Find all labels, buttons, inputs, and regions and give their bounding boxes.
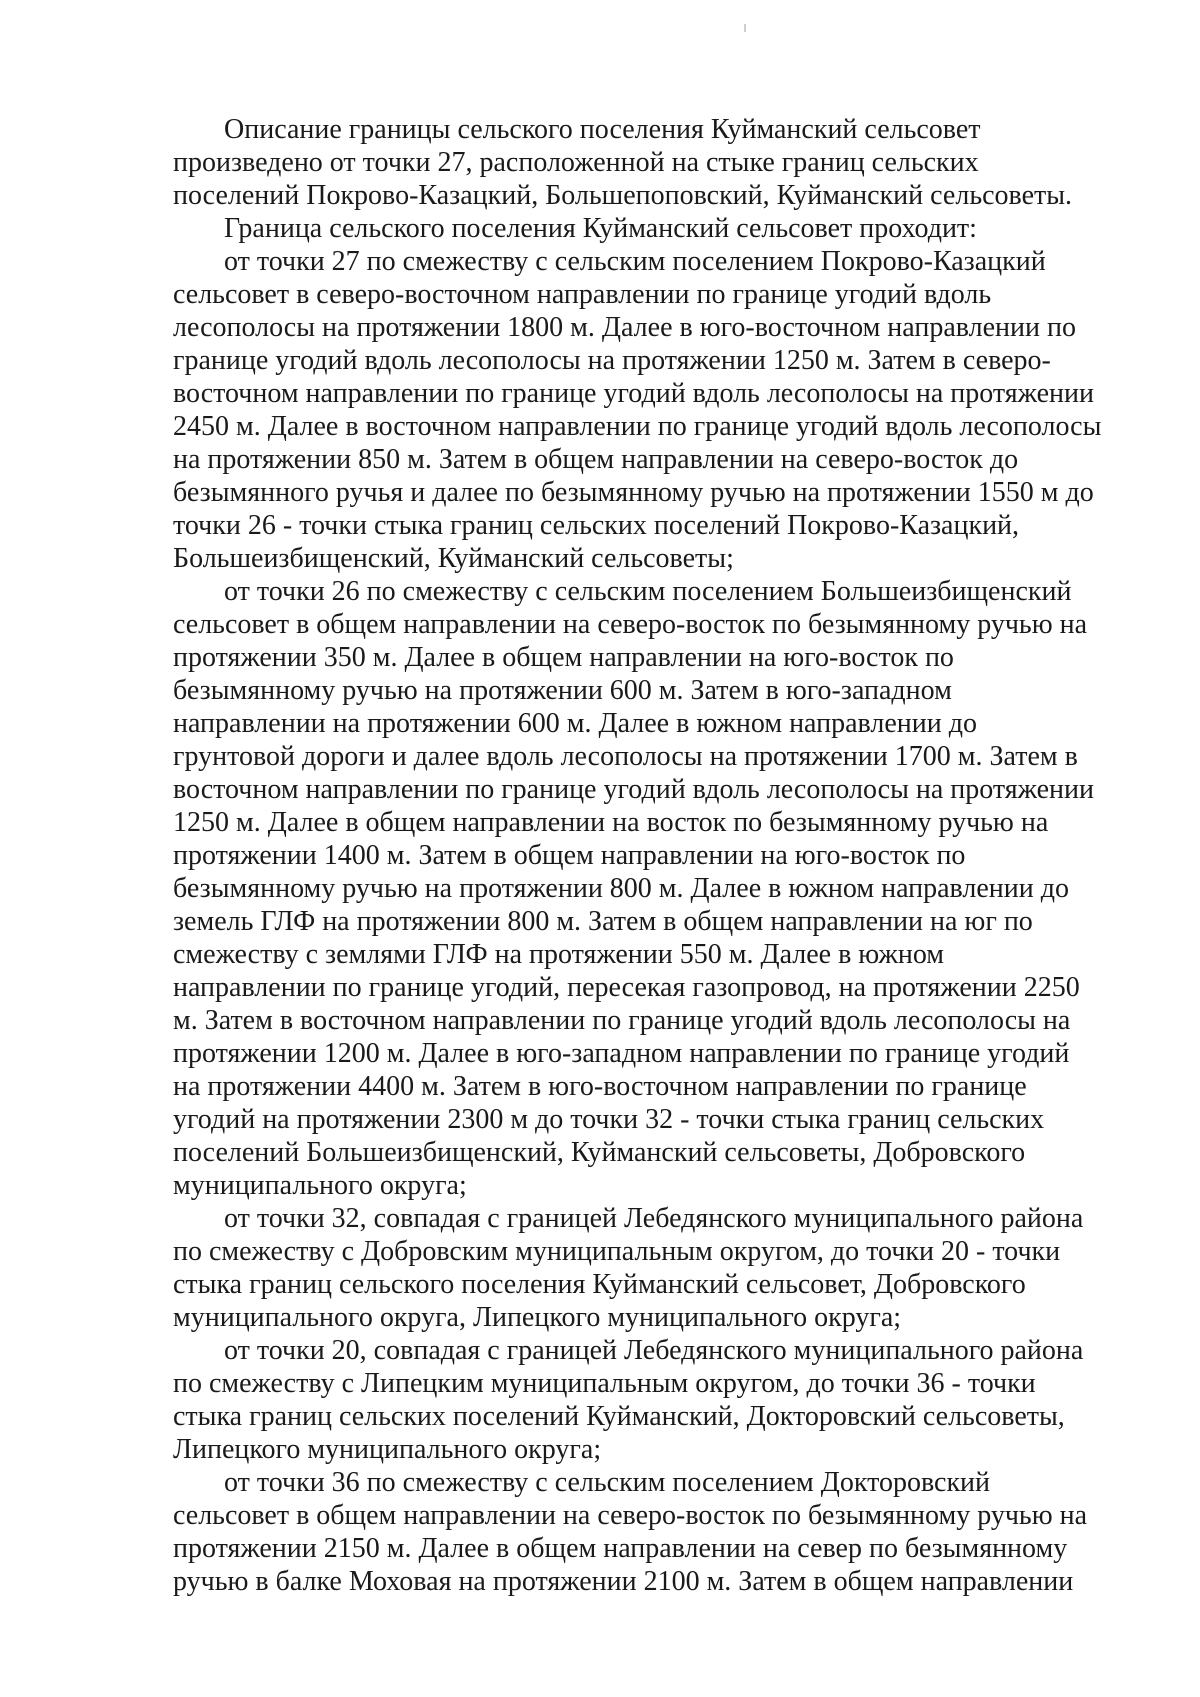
paragraph-point-26: от точки 26 по смежеству с сельским поселением Большеизбищенский сельсовет в общем направлении на северо-восток по безымянному ручью на протяжении 350 м. Далее в общем направлении на юго-восток по безымянному ручью на протяжении 600 м. Затем в юго-западном направлении на протяжении 600 м. Далее в южном направлении до грунтовой дороги и далее вдоль лесополосы на протяжении 1700 м. Затем в восточном направлении по границе угодий вдоль лесополосы на протяжении 1250 м. Далее в общем направлении на восток по безымянному ручью на протяжении 1400 м. Затем в общем направлении на юго-восток по безымянному ручью на протяжении 800 м. Далее в южном направлении до земель ГЛФ на протяжении 800 м. Затем в общем направлении на юг по смежеству с землями ГЛФ на протяжении 550 м. Далее в южном направлении по границе угодий, пересекая газопровод, на протяжении 2250 м. Затем в восточном направлении по границе угодий вдоль лесополосы на протяжении 1200 м. Далее в юго-западном направлении по границе угодий на протяжении 4400 м. Затем в юго-восточном направлении по границе угодий на протяжении 2300 м до точки 32 - точки стыка границ сельских поселений Большеизбищенский, Куйманский сельсоветы, Добровского муниципального округа; [173,576,1095,1201]
paragraph-point-27: от точки 27 по смежеству с сельским поселением Покрово-Казацкий сельсовет в северо-восточном направлении по границе угодий вдоль лесополосы на протяжении 1800 м. Далее в юго-восточном направлении по границе угодий вдоль лесополосы на протяжении 1250 м. Затем в северо- восточном направлении по границе угодий вдоль лесополосы на протяжении 2450 м. Далее в восточном направлении по границе угодий вдоль лесополосы на протяжении 850 м. Затем в общем направлении на северо-восток до безымянного ручья и далее по безымянному ручью на протяжении 1550 м до точки 26 - точки стыка границ сельских поселений Покрово-Казацкий, Большеизбищенский, Куйманский сельсоветы; [173,246,1102,574]
paragraph-point-20: от точки 20, совпадая с границей Лебедянского муниципального района по смежеству с Липецким муниципальным округом, до точки 36 - точки стыка границ сельских поселений Куйманский, Докторовский сельсоветы, Липецкого муниципального округа; [173,1335,1084,1465]
scan-artifact [744,24,746,32]
paragraph-boundary-heading: Граница сельского поселения Куйманский сельсовет проходит: [224,213,977,244]
paragraph-point-32: от точки 32, совпадая с границей Лебедянского муниципального района по смежеству с Добровским муниципальным округом, до точки 20 - точки стыка границ сельского поселения Куйманский сельсовет, Добровского муниципального округа, Липецкого муниципального округа; [173,1203,1084,1333]
paragraph-intro: Описание границы сельского поселения Куйманский сельсовет произведено от точки 27, расположенной на стыке границ сельских поселений Покрово-Казацкий, Большепоповский, Куйманский сельсоветы. [173,114,1073,211]
paragraph-point-36: от точки 36 по смежеству с сельским поселением Докторовский сельсовет в общем направлении на северо-восток по безымянному ручью на протяжении 2150 м. Далее в общем направлении на север по безымянному ручью в балке Моховая на протяжении 2100 м. Затем в общем направлении [173,1467,1088,1597]
document-body [173,113,1115,1598]
